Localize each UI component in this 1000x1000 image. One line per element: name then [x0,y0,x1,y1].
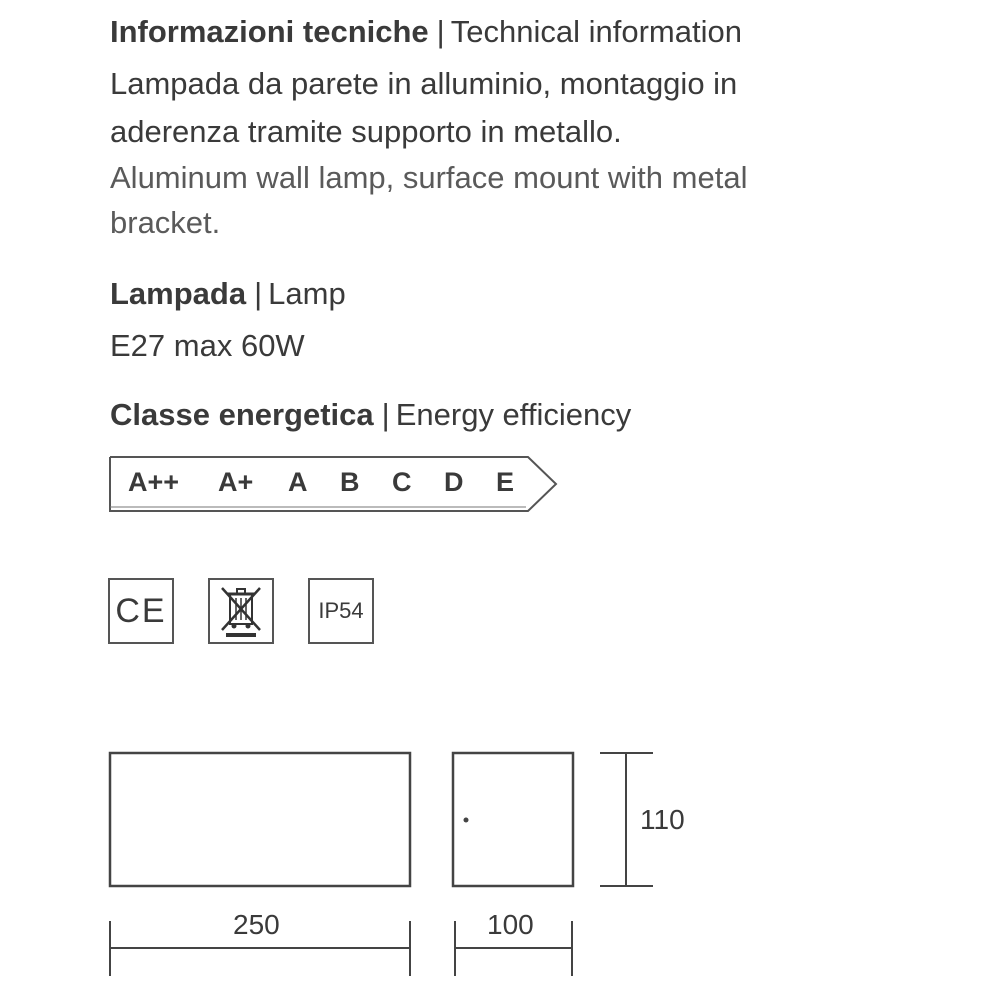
energy-class-c: C [392,467,412,497]
energy-title-it: Classe energetica [110,397,374,432]
lamp-title-it: Lampada [110,276,247,311]
technical-info-title-it: Informazioni tecniche [110,14,429,49]
front-view-outline [110,753,410,886]
dimension-depth-label: 100 [487,909,534,940]
energy-class-e: E [496,467,515,497]
lamp-spec: E27 max 60W [110,328,305,363]
ce-mark-label: CE [115,592,167,630]
heading-separator: | [436,14,445,49]
energy-class-d: D [444,467,464,497]
dimension-height-label: 110 [640,804,685,835]
energy-class-b: B [340,467,360,497]
description-en-line-2: bracket. [110,205,221,240]
side-view-mount-point [464,818,469,823]
description-it-line-1: Lampada da parete in alluminio, montaggio in [110,66,738,101]
lamp-title-en: Lamp [268,276,346,311]
description-it-line-2: aderenza tramite supporto in metallo. [110,114,622,149]
description-en-line-1: Aluminum wall lamp, surface mount with metal [110,160,748,195]
energy-title-en: Energy efficiency [395,397,632,432]
heading-separator: | [381,397,390,432]
energy-class-a-plus-plus: A++ [128,467,180,497]
energy-class-a: A [288,467,308,497]
technical-info-title-en: Technical information [450,14,742,49]
heading-separator: | [254,276,263,311]
ip-rating-label: IP54 [318,598,364,623]
dimension-width-label: 250 [233,909,280,940]
energy-class-a-plus: A+ [218,467,254,497]
side-view-outline [453,753,573,886]
